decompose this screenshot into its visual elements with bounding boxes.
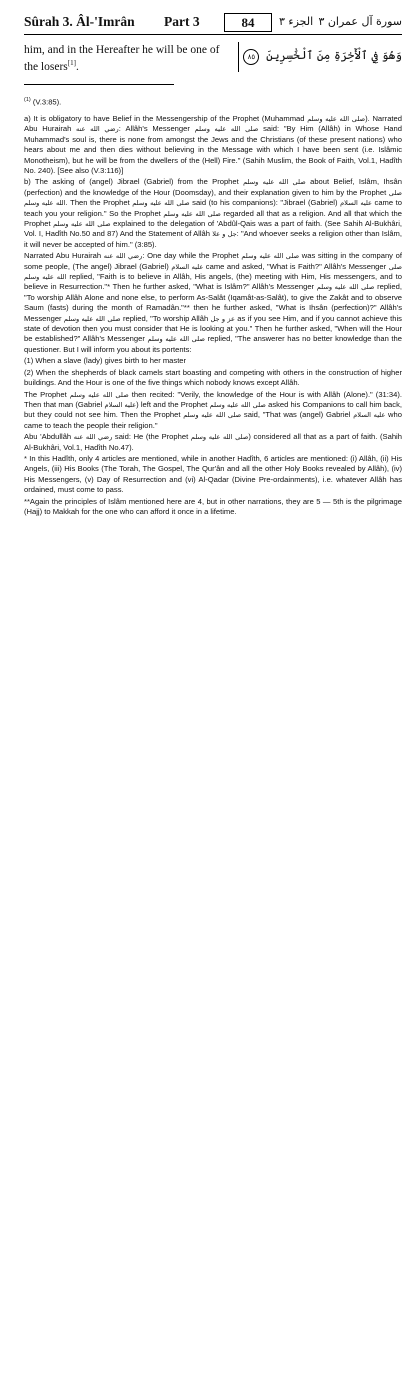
footnotes [24,95,402,517]
note-a: a) It is obligatory to have Belief in the Messengership of the Prophet (Muhammad صلى الله عليه وسلم). Narrated Abu Hurairah رضي الله عنه: Allâh's Messenger صلى الله عليه وسلم said: "By Him (Allâh) in Whose Hand Muhammad's soul is, there is none from amongst the Jews and the Christians (of these present nations) who hears about me and then dies without believing in the Message with which I have been sent (i.e. Islâmic Monotheism), but he will be from the dwellers of the (Hell) Fire." (Sahih Muslim, the Book of Faith, Vol.1, Hadîth No. 240). [See also (V.3:116)] [24,113,402,175]
surah-title-arabic: سورة آل عمران ٣ [318,15,402,28]
column-divider [238,42,239,72]
note-f: Abu 'Abdullâh رضي الله عنه said: He (the Prophet صلى الله عليه وسلم) considered all that as a part of faith. (Sahih Al-Bukhâri, Vol.1, Hadîth No.47). [24,432,402,452]
page-number: 84 [224,13,272,32]
verse-english: him, and in the Hereafter he will be one of the losers[1]. [24,44,220,73]
note-h: **Again the principles of Islâm mentioned here are 4, but in other narrations, they are 5 — 5th is the pilgrimage (Hajj) to Makkah for the one who can afford it once in a lifetime. [24,496,402,516]
note-c: Narrated Abu Hurairah رضي الله عنه: One day while the Prophet صلى الله عليه وسلم was sitting in the company of some people, (The angel) Jibrael (Gabriel) عليه السلام came and asked, "What is Faith?" Allâh's Messenger صلى الله عليه وسلم replied, "Faith is to believe in Allâh, His angels, (the) meeting with Him, His messengers, and to believe in Resurrection."* Then he further asked, "What is Islâm?" Allâh's Messenger صلى الله عليه وسلم replied, "To worship Allâh Alone and none else, to perform As-Salât (Iqamât-as-Salât), to give the Zakât and to observe Saum (fasts) during the month of Ramadân."** then he further asked, "What is Ihsân (perfection)?" Allâh's Messenger صلى الله عليه وسلم replied, "To worship Allâh عز و جل as if you see Him, and if you cannot achieve this state of devotion then you must consider that He is looking at you." Then he further asked, "When will the Hour be established?" Allâh's Messenger صلى الله عليه وسلم replied, "The answerer has no better knowledge than the questioner. But I will inform you about its portents: [24,251,402,354]
note-b: b) The asking of (angel) Jibrael (Gabriel) from the Prophet صلى الله عليه وسلم about Belief, Islâm, Ihsân (perfection) and the knowledge of the Hour (Doomsday), and their explanation given to him by the Prophet صلى الله عليه وسلم. Then the Prophet صلى الله عليه وسلم said (to his companions): "Jibrael (Gabriel) عليه السلام came to teach you your religion." So the Prophet صلى الله عليه وسلم regarded all that as a religion. And all that which the Prophet صلى الله عليه وسلم explained to the delegation of 'Abdûl-Qais was a part of faith. (See Sahih Al-Bukhâri, Vol. I, Hadîth No.50 and 87) And the Statement of Allâh جل و علا: "And whoever seeks a religion other than Islâm, it will never be accepted of him." (3:85). [24,177,402,249]
note-g: * In this Hadîth, only 4 articles are mentioned, while in another Hadîth, 6 articles are mentioned: (i) Allâh, (ii) His Angels, (iii) His Books (The Torah, The Gospel, The Qur'ân and all the other Holy Books revealed by Allâh), (iv) His Messengers, (v) Day of Resurrection and (vi) Al-Qadar (Divine Pre-ordainments), i.e. whatever Allâh has ordained, must come to pass. [24,453,402,495]
page-header [24,14,402,34]
header-rule [24,34,402,35]
footnote-rule [24,84,174,85]
verse-row [24,42,402,76]
footnote-mark: [1] [67,59,76,67]
verse-number-marker: ٨٥ [243,49,259,65]
page [24,14,402,518]
note-d1: (1) When a slave (lady) gives birth to her master [24,356,187,366]
footnote-ref: $^{(1)}$ (V.3:85). [24,97,62,107]
note-d2: (2) When the shepherds of black camels start boasting and competing with others in the construction of higher buildings. And the Hour is one of the five things which nobody knows except Allâh. [24,367,402,388]
surah-title: Sûrah 3. Âl-'Imrân [24,14,135,29]
verse-arabic: وَهُوَ فِي ٱلْأٓخِرَةِ مِنَ ٱلْخَٰسِرِينَ ٨٥ [243,48,402,65]
part-label: Part 3 [164,14,200,29]
juz-label-arabic: الجزء ٣ [279,15,314,28]
note-e: The Prophet صلى الله عليه وسلم then recited: "Verily, the knowledge of the Hour is with Allâh (Alone)." (31:34). Then that man (Gabriel عليه السلام) left and the Prophet صلى الله عليه وسلم asked his Companions to call him back, but they could not see him. Then the Prophet صلى الله عليه وسلم said, "That was (angel) Gabriel عليه السلام who came to teach the people their religion." [24,389,402,430]
